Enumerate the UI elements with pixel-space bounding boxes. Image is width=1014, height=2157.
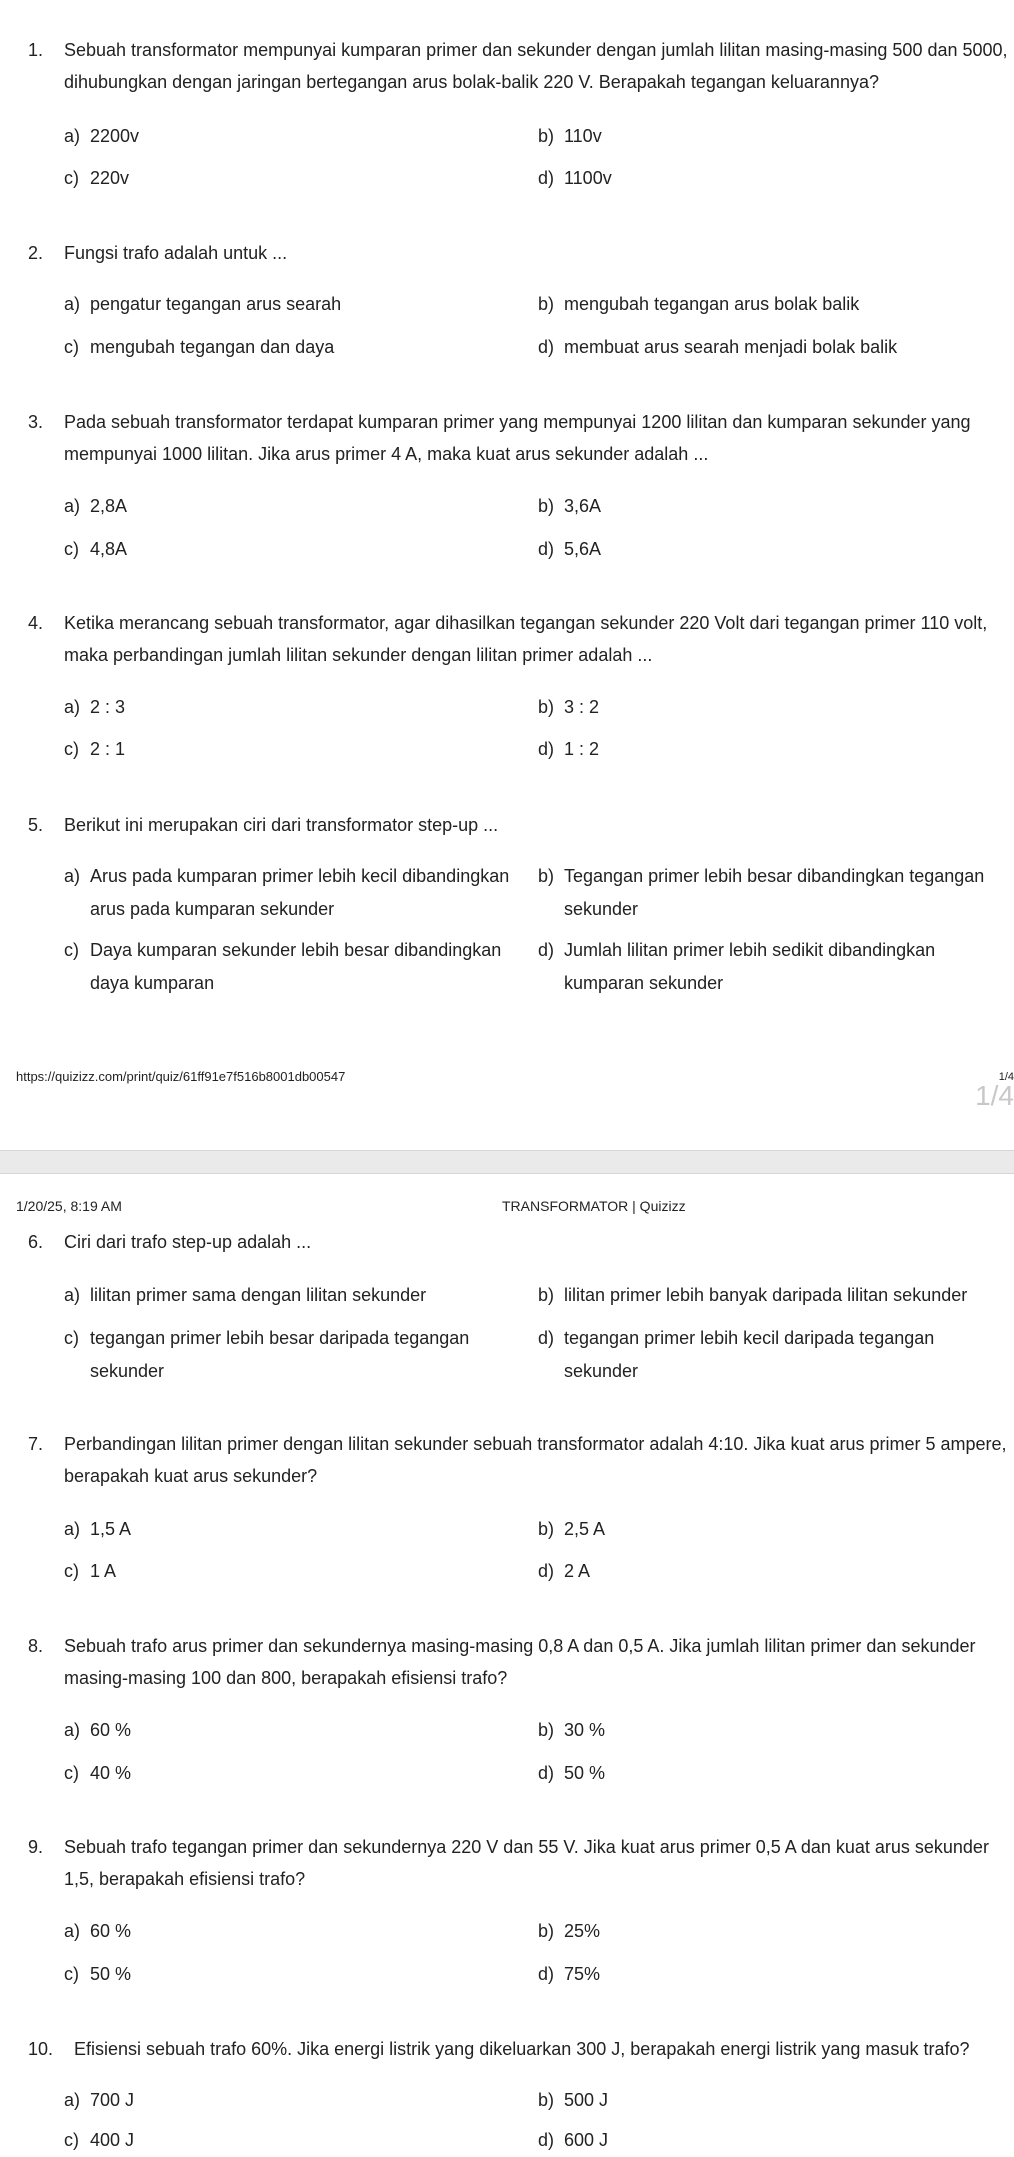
option-text: 25% [564, 1921, 601, 1941]
option-text: 400 J [90, 2130, 135, 2150]
option-label: c) [64, 739, 79, 759]
option-label: d) [538, 1561, 555, 1581]
option-label: c) [64, 337, 79, 357]
option-text: 50 % [90, 1964, 132, 1984]
question-body: Perbandingan lilitan primer dengan lilitan sekunder sebuah transformator adalah 4:10. Jika kuat arus primer 5 ampere, berapakah kuat arus sekunder? [64, 1434, 1007, 1486]
option-text: 2 : 1 [90, 739, 126, 759]
option-label: b) [538, 697, 555, 717]
option-label: b) [538, 126, 555, 146]
question-number: 10. [28, 2039, 54, 2059]
option-label: a) [64, 496, 81, 516]
option-label: a) [64, 1720, 81, 1740]
option-text: 3 : 2 [564, 697, 600, 717]
option-text: pengatur tegangan arus searah [90, 294, 342, 314]
option-text: tegangan primer lebih besar daripada tegangan sekunder [90, 1328, 470, 1381]
question-body: Ciri dari trafo step-up adalah ... [64, 1232, 312, 1252]
question-number: 2. [28, 243, 44, 263]
option-text: 40 % [90, 1763, 132, 1783]
question-number: 3. [28, 412, 44, 432]
option-label: c) [64, 1763, 79, 1783]
question-body: Sebuah trafo tegangan primer dan sekundernya 220 V dan 55 V. Jika kuat arus primer 0,5 A dan kuat arus sekunder 1,5, berapakah efisiensi trafo? [64, 1837, 989, 1889]
option-text: 110v [564, 126, 602, 146]
option-text: Jumlah lilitan primer lebih sedikit dibandingkan kumparan sekunder [564, 940, 936, 993]
option-text: 75% [564, 1964, 601, 1984]
option-label: d) [538, 940, 555, 960]
option-label: c) [64, 1328, 79, 1348]
option-text: 700 J [90, 2090, 135, 2110]
option-text: 3,6A [564, 496, 602, 516]
footer-url[interactable]: https://quizizz.com/print/quiz/61ff91e7f516b8001db00547 [16, 1069, 346, 1084]
option-text: 2 : 3 [90, 697, 126, 717]
option-label: b) [538, 294, 555, 314]
option-text: Tegangan primer lebih besar dibandingkan tegangan sekunder [564, 866, 985, 919]
option-text: Arus pada kumparan primer lebih kecil dibandingkan arus pada kumparan sekunder [90, 866, 510, 919]
header-title: TRANSFORMATOR | Quizizz [502, 1198, 686, 1214]
option-text: Daya kumparan sekunder lebih besar dibandingkan daya kumparan [90, 940, 502, 993]
question-number: 4. [28, 613, 44, 633]
option-label: a) [64, 2090, 81, 2110]
option-text: lilitan primer sama dengan lilitan sekunder [90, 1285, 427, 1305]
option-text: 220v [90, 168, 130, 188]
option-label: d) [538, 1763, 555, 1783]
option-label: b) [538, 866, 555, 886]
question-body: Sebuah trafo arus primer dan sekundernya masing-masing 0,8 A dan 0,5 A. Jika jumlah lilitan primer dan sekunder masing-masing 100 dan 800, berapakah efisiensi trafo? [64, 1636, 976, 1688]
page-number-large: 1/4 [975, 1080, 1014, 1111]
option-label: a) [64, 1519, 81, 1539]
option-label: d) [538, 1328, 555, 1348]
option-label: b) [538, 1921, 555, 1941]
option-text: 600 J [564, 2130, 609, 2150]
option-label: a) [64, 697, 81, 717]
option-text: 500 J [564, 2090, 609, 2110]
option-text: tegangan primer lebih kecil daripada tegangan sekunder [564, 1328, 935, 1381]
question-body: Pada sebuah transformator terdapat kumparan primer yang mempunyai 1200 lilitan dan kumparan sekunder yang mempunyai 1000 lilitan. Jika arus primer 4 A, maka kuat arus sekunder adalah ... [64, 412, 971, 464]
option-text: mengubah tegangan arus bolak balik [564, 294, 860, 314]
option-label: c) [64, 539, 79, 559]
option-label: d) [538, 1964, 555, 1984]
option-text: 2 A [564, 1561, 591, 1581]
option-label: a) [64, 1285, 81, 1305]
option-label: d) [538, 2130, 555, 2150]
option-label: b) [538, 2090, 555, 2110]
option-text: 5,6A [564, 539, 602, 559]
option-text: 60 % [90, 1921, 132, 1941]
option-label: a) [64, 294, 81, 314]
option-text: mengubah tegangan dan daya [90, 337, 335, 357]
option-label: a) [64, 866, 81, 886]
question-number: 7. [28, 1434, 44, 1454]
option-label: c) [64, 168, 79, 188]
option-text: 30 % [564, 1720, 606, 1740]
question-body: Fungsi trafo adalah untuk ... [64, 243, 288, 263]
option-text: membuat arus searah menjadi bolak balik [564, 337, 898, 357]
question-body: Sebuah transformator mempunyai kumparan primer dan sekunder dengan jumlah lilitan masing-masing 500 dan 5000, dihubungkan dengan jaringan bertegangan arus bolak-balik 220 V. Berapakah tegangan keluarannya? [64, 40, 1008, 92]
option-label: d) [538, 168, 555, 188]
option-label: c) [64, 2130, 79, 2150]
option-text: 50 % [564, 1763, 606, 1783]
question-number: 6. [28, 1232, 44, 1252]
header-timestamp: 1/20/25, 8:19 AM [16, 1198, 122, 1214]
option-label: b) [538, 1285, 555, 1305]
option-label: d) [538, 739, 555, 759]
option-text: 2,8A [90, 496, 128, 516]
option-text: 4,8A [90, 539, 128, 559]
option-label: b) [538, 1519, 555, 1539]
option-label: a) [64, 126, 81, 146]
option-label: c) [64, 940, 79, 960]
question-body: Ketika merancang sebuah transformator, agar dihasilkan tegangan sekunder 220 Volt dari tegangan primer 110 volt, maka perbandingan jumlah lilitan sekunder dengan lilitan primer adalah ... [64, 613, 988, 665]
question-number: 9. [28, 1837, 44, 1857]
option-text: 2200v [90, 126, 140, 146]
question-number: 8. [28, 1636, 44, 1656]
option-text: 2,5 A [564, 1519, 606, 1539]
option-text: 1,5 A [90, 1519, 132, 1539]
option-text: 1 A [90, 1561, 117, 1581]
option-text: 1 : 2 [564, 739, 600, 759]
option-text: 60 % [90, 1720, 132, 1740]
page-separator [0, 1150, 1014, 1174]
question-number: 1. [28, 40, 44, 60]
option-text: 1100v [564, 168, 612, 188]
question-body: Efisiensi sebuah trafo 60%. Jika energi listrik yang dikeluarkan 300 J, berapakah energi listrik yang masuk trafo? [74, 2039, 970, 2059]
option-label: c) [64, 1561, 79, 1581]
option-label: d) [538, 337, 555, 357]
option-text: lilitan primer lebih banyak daripada lilitan sekunder [564, 1285, 968, 1305]
option-label: b) [538, 1720, 555, 1740]
page-number-small: 1/4 [998, 1071, 1014, 1083]
option-label: d) [538, 539, 555, 559]
question-number: 5. [28, 815, 44, 835]
question-body: Berikut ini merupakan ciri dari transformator step-up ... [64, 815, 499, 835]
option-label: a) [64, 1921, 81, 1941]
option-label: c) [64, 1964, 79, 1984]
option-label: b) [538, 496, 555, 516]
